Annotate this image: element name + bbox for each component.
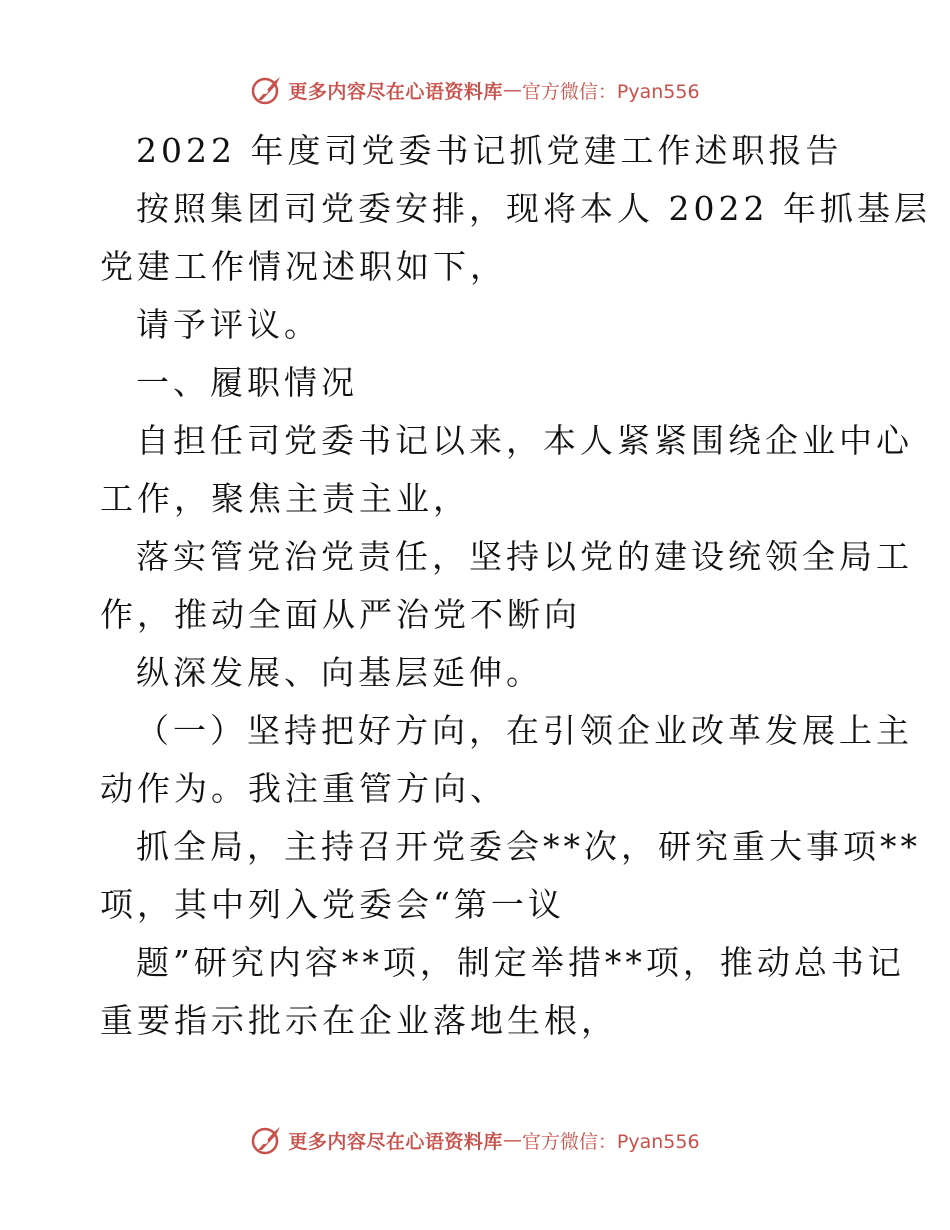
watermark-footer (0, 1122, 950, 1158)
document-line: 作，推动全面从严治党不断向 (100, 595, 581, 634)
document-line: 2022 年度司党委书记抓党建工作述职报告 (136, 131, 843, 170)
quill-pen-logo-icon (250, 73, 284, 107)
document-line: 自担任司党委书记以来，本人紧紧围绕企业中心 (136, 421, 913, 460)
document-line: 重要指示批示在企业落地生根， (100, 1001, 618, 1040)
quill-pen-logo-icon (250, 1123, 284, 1157)
document-line: 抓全局，主持召开党委会**次，研究重大事项** (136, 827, 921, 866)
document-line: 工作，聚焦主责主业， (100, 479, 470, 518)
watermark-brand: 更多内容尽在心语资料库 (288, 1130, 503, 1153)
document-line: （一）坚持把好方向，在引领企业改革发展上主 (136, 711, 913, 750)
document-line: 按照集团司党委安排，现将本人 2022 年抓基层 (136, 189, 931, 228)
watermark-wechat: 官方微信：Pyan556 (521, 1130, 700, 1153)
watermark-separator: — (502, 1129, 522, 1151)
document-line: 项，其中列入党委会“第一议 (100, 885, 565, 924)
watermark-separator: — (502, 79, 522, 101)
document-line: 党建工作情况述职如下， (100, 247, 507, 286)
document-line: 落实管党治党责任，坚持以党的建设统领全局工 (136, 537, 913, 576)
document-body (100, 122, 931, 1050)
document-line: 纵深发展、向基层延伸。 (136, 653, 543, 692)
document-line: 题”研究内容**项，制定举措**项，推动总书记 (136, 943, 905, 982)
watermark-header (0, 72, 950, 108)
document-line: 动作为。我注重管方向、 (100, 769, 507, 808)
watermark-wechat: 官方微信：Pyan556 (521, 80, 700, 103)
watermark-brand: 更多内容尽在心语资料库 (288, 80, 503, 103)
document-line: 请予评议。 (136, 305, 321, 344)
document-line: 一、履职情况 (136, 363, 358, 402)
